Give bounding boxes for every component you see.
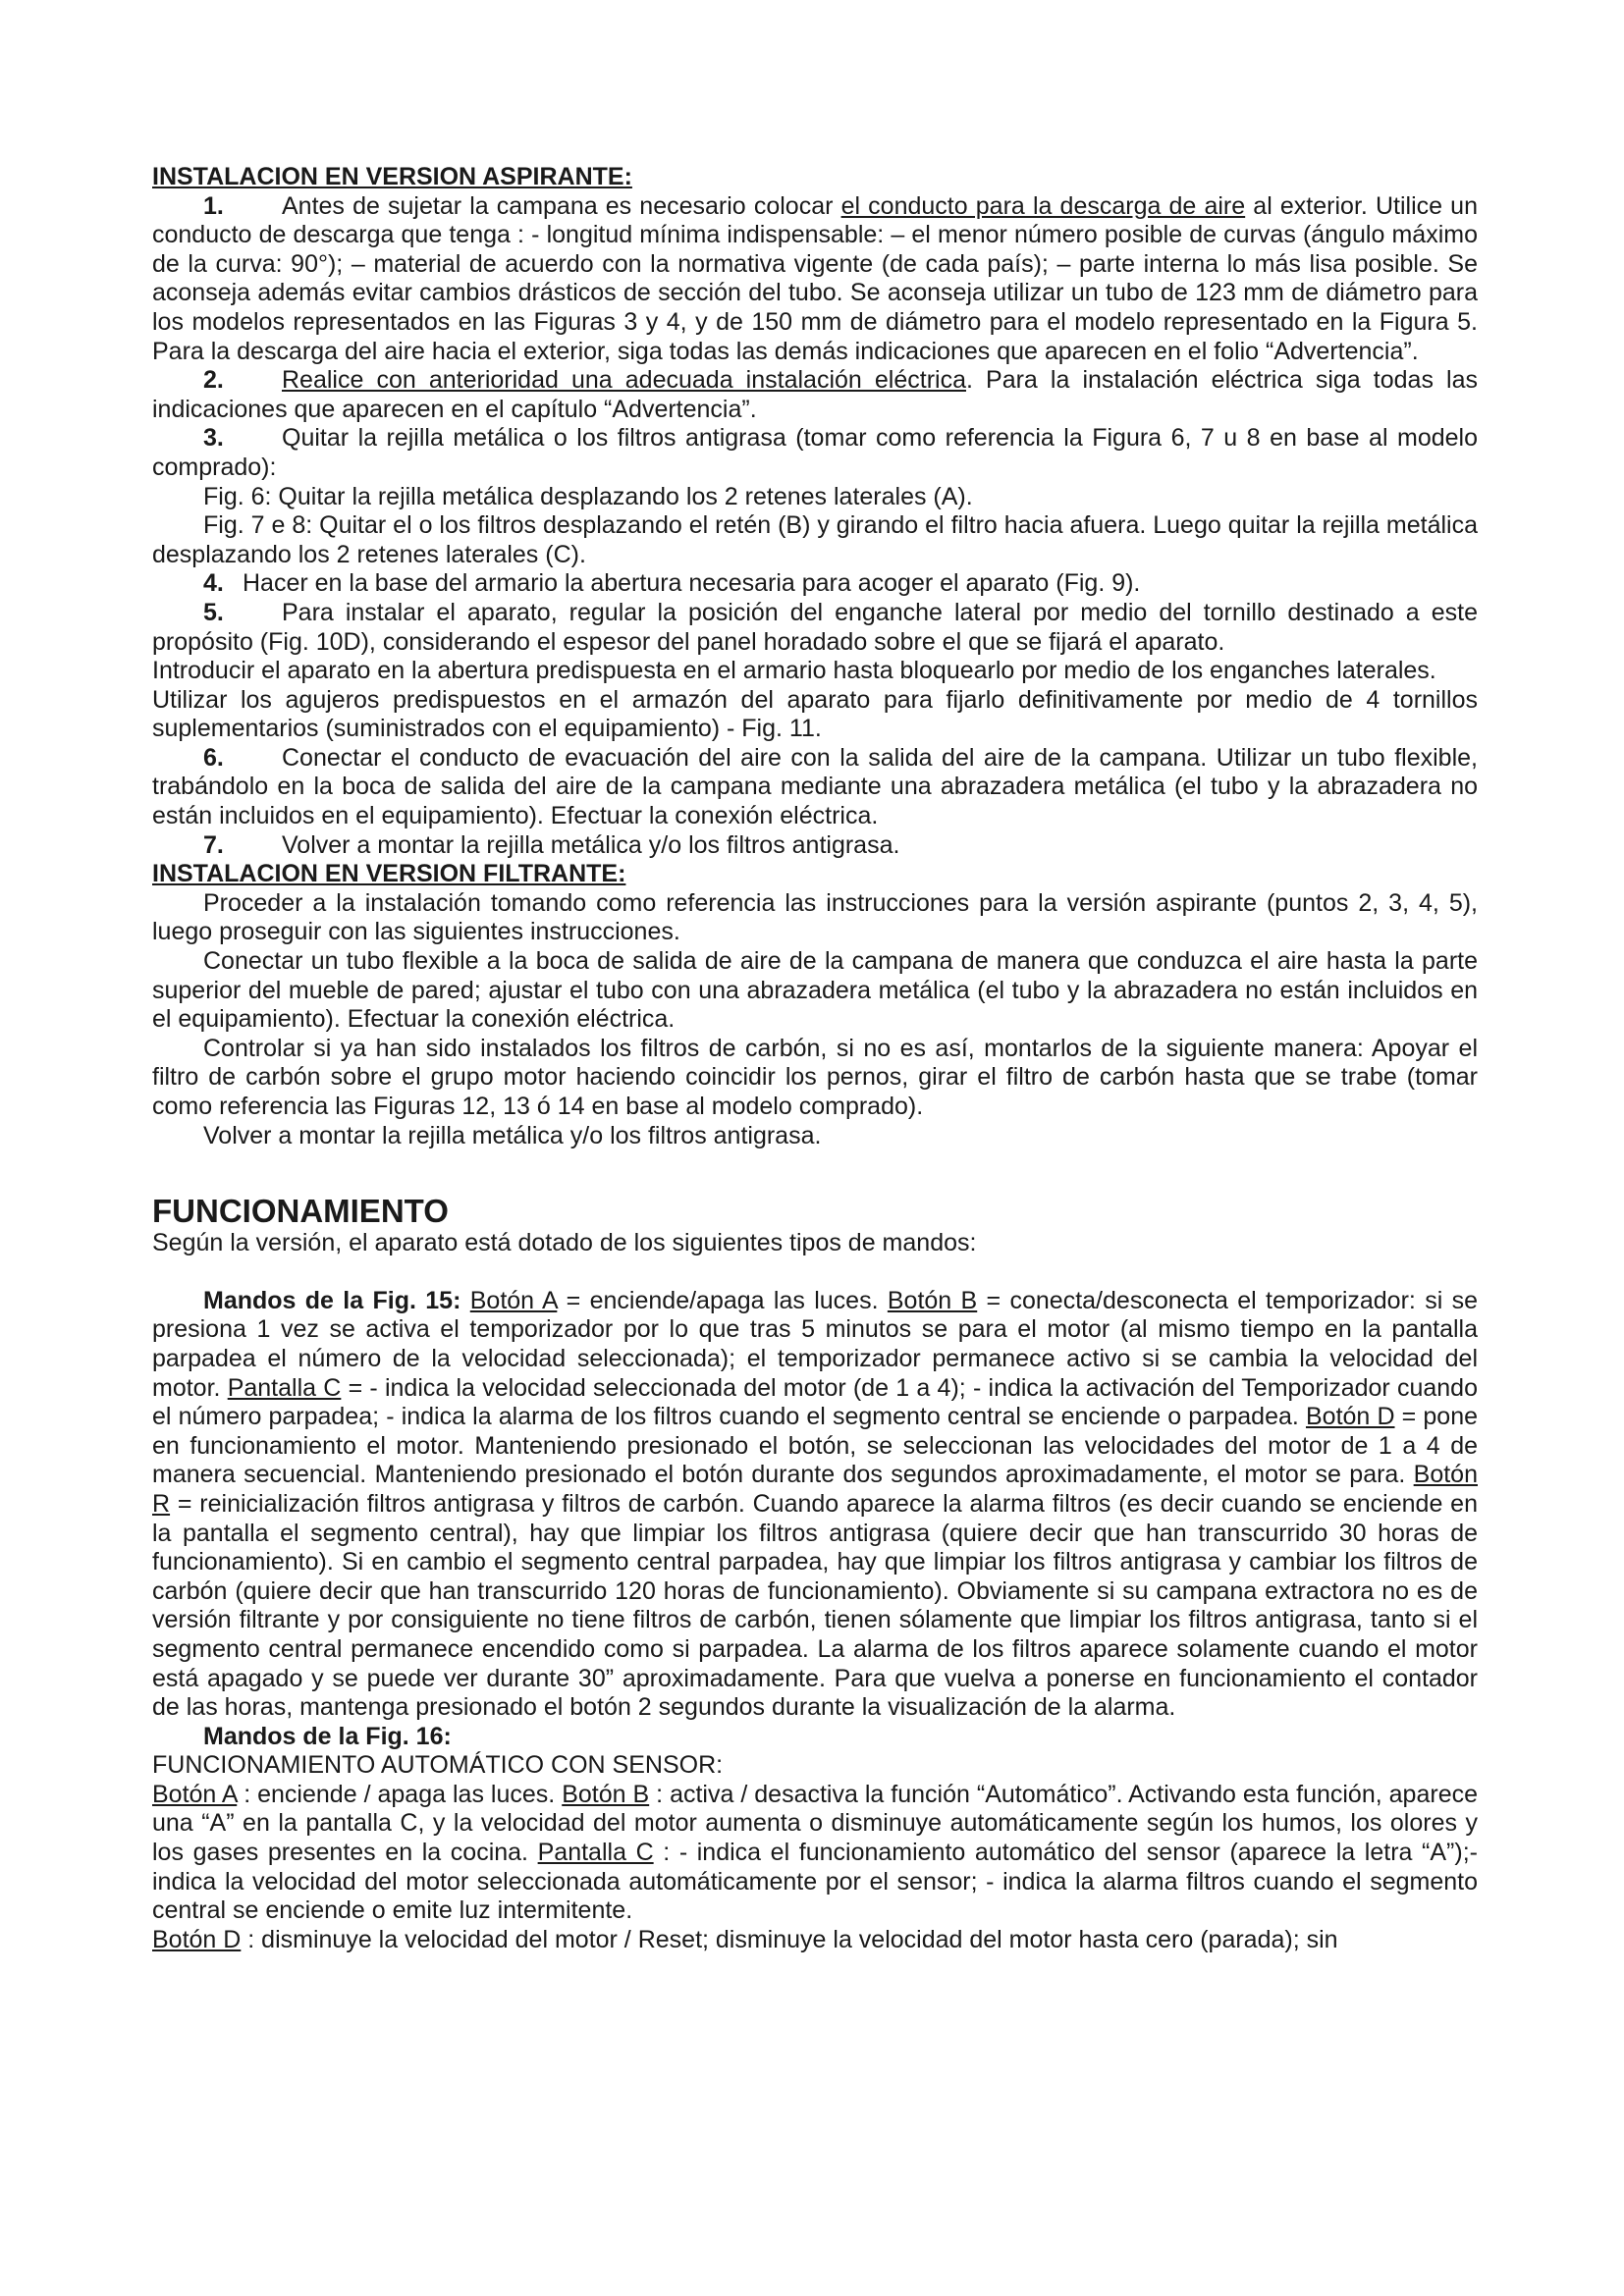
step-3-fig6: Fig. 6: Quitar la rejilla metálica desplazando los 2 retenes laterales (A). <box>203 482 973 510</box>
step-5: 5. Para instalar el aparato, regular la posición del enganche lateral por medio del tornillo destinado a este propósito (Fig. 10D), considerando el espesor del panel horadado sobre el que se fijará el aparato. <box>152 598 1478 656</box>
boton-b-label: Botón B <box>887 1286 978 1314</box>
boton-a-label: Botón A <box>469 1286 558 1314</box>
fig16-controls: Botón A : enciende / apaga las luces. Botón B : activa / desactiva la función “Automático”. Activando esta función, aparece una “A” en la pantalla C, y la velocidad del motor aumenta o disminuye automáticamente según los humos, los olores y los gases presentes en la cocina. Pantalla C : - indica el funcionamiento automático del sensor (aparece la letra “A”);- indica la velocidad del motor seleccionada automáticamente por el sensor; - indica la alarma filtros cuando el segmento central se enciende o emite luz intermitente. <box>152 1780 1478 1925</box>
step-3: 3. Quitar la rejilla metálica o los filtros antigrasa (tomar como referencia la Figura 6, 7 u 8 en base al modelo comprado): <box>152 424 1478 481</box>
step-number: 7. <box>203 830 224 859</box>
section-heading-filtrante: INSTALACION EN VERSION FILTRANTE: <box>152 860 626 888</box>
filtrante-paragraph-1: Proceder a la instalación tomando como referencia las instrucciones para la versión aspirante (puntos 2, 3, 4, 5), luego proseguir con las siguientes instrucciones. <box>152 888 1478 946</box>
funcionamiento-title: FUNCIONAMIENTO <box>152 1193 449 1230</box>
step-number: 2. <box>203 366 224 395</box>
fig15-label: Mandos de la Fig. 15: <box>203 1286 461 1314</box>
step-2: 2. Realice con anterioridad una adecuada instalación eléctrica. Para la instalación eléctrica siga todas las indicaciones que aparecen en el capítulo “Advertencia”. <box>152 366 1478 423</box>
step-6: 6. Conectar el conducto de evacuación del aire con la salida del aire de la campana. Utilizar un tubo flexible, trabándolo en la boca de salida del aire de la campana mediante una abrazadera metálica (el tubo y la abrazadera no están incluidos en el equipamiento). Efectuar la conexión eléctrica. <box>152 743 1478 830</box>
boton-a-label: Botón A <box>152 1780 238 1808</box>
funcionamiento-intro: Según la versión, el aparato está dotado de los siguientes tipos de mandos: <box>152 1229 977 1257</box>
pantalla-c-label: Pantalla C <box>537 1839 654 1867</box>
step-number: 5. <box>203 598 224 626</box>
step-number: 1. <box>203 191 224 220</box>
filtrante-paragraph-3: Controlar si ya han sido instalados los filtros de carbón, si no es así, montarlos de la siguiente manera: Apoyar el filtro de carbón sobre el grupo motor haciendo coincidir los pernos, girar el filtro de carbón hasta que se trabe (tomar como referencia las Figuras 12, 13 ó 14 en base al modelo comprado). <box>152 1034 1478 1120</box>
boton-d-label: Botón D <box>1305 1403 1395 1431</box>
document-page <box>152 163 1478 1954</box>
step-5-paragraph-3: Utilizar los agujeros predispuestos en el armazón del aparato para fijarlo definitivamente por medio de 4 tornillos suplementarios (suministrados con el equipamiento) - Fig. 11. <box>152 685 1478 743</box>
section-heading-aspirante: INSTALACION EN VERSION ASPIRANTE: <box>152 163 632 190</box>
step-1: 1. Antes de sujetar la campana es necesario colocar el conducto para la descarga de aire al exterior. Utilice un conducto de descarga que tenga : - longitud mínima indispensable: – el menor número posible de curvas (ángulo máximo de la curva: 90°); – material de acuerdo con la normativa vigente (de cada país); – parte interna lo más lisa posible. Se aconseja además evitar cambios drásticos de sección del tubo. Se aconseja utilizar un tubo de 123 mm de diámetro para los modelos representados en las Figuras 3 y 4, y de 150 mm de diámetro para el modelo representado en la Figura 5. Para la descarga del aire hacia el exterior, siga todas las demás indicaciones que aparecen en el folio “Advertencia”. <box>152 191 1478 365</box>
step-number: 3. <box>203 424 224 453</box>
boton-d-label: Botón D <box>152 1925 242 1953</box>
pantalla-c-label: Pantalla C <box>227 1373 342 1402</box>
step-5-paragraph-2: Introducir el aparato en la abertura predispuesta en el armario hasta bloquearlo por medio de los enganches laterales. <box>152 657 1436 685</box>
fig15-controls: Mandos de la Fig. 15: Botón A = enciende/apaga las luces. Botón B = conecta/desconecta el temporizador: si se presiona 1 vez se activa el temporizador por lo que tras 5 minutos se para el motor (al mismo tiempo en la pantalla parpadea el número de la velocidad seleccionada); el temporizador permanece activo si se cambia la velocidad del motor. Pantalla C = - indica la velocidad seleccionada del motor (de 1 a 4); - indica la activación del Temporizador cuando el número parpadea; - indica la alarma de los filtros cuando el segmento central se enciende o parpadea. Botón D = pone en funcionamiento el motor. Manteniendo presionado el botón, se seleccionan las velocidades del motor de 1 a 4 de manera secuencial. Manteniendo presionado el botón durante dos segundos aproximadamente, el motor se para. Botón R = reinicialización filtros antigrasa y filtros de carbón. Cuando aparece la alarma filtros (es decir cuando se enciende en la pantalla el segmento central), hay que limpiar los filtros antigrasa (quiere decir que han transcurrido 30 horas de funcionamiento). Si en cambio el segmento central parpadea, hay que limpiar los filtros antigrasa y cambiar los filtros de carbón (quiere decir que han transcurrido 120 horas de funcionamiento). Obviamente si su campana extractora no es de versión filtrante y por consiguiente no tiene filtros de carbón, tienen sólamente que limpiar los filtros antigrasa, tanto si el segmento central permanece encendido como si parpadea. La alarma de los filtros aparece solamente cuando el motor está apagado y se puede ver durante 30” aproximadamente. Para que vuelva a ponerse en funcionamiento el contador de las horas, mantenga presionado el botón 2 segundos durante la visualización de la alarma. <box>152 1286 1479 1722</box>
boton-b-label: Botón B <box>562 1780 650 1808</box>
fig16-label: Mandos de la Fig. 16: <box>203 1722 452 1750</box>
step-3-fig7-8: Fig. 7 e 8: Quitar el o los filtros desplazando el retén (B) y girando el filtro hacia afuera. Luego quitar la rejilla metálica desplazando los 2 retenes laterales (C). <box>152 511 1478 568</box>
fig16-boton-d: Botón D : disminuye la velocidad del motor / Reset; disminuye la velocidad del motor hasta cero (parada); sin <box>152 1925 1338 1953</box>
underlined-phrase: el conducto para la descarga de aire <box>840 191 1246 220</box>
step-7: 7. Volver a montar la rejilla metálica y/o los filtros antigrasa. <box>203 830 900 859</box>
boton-r-label: Botón R <box>152 1461 1478 1518</box>
filtrante-paragraph-4: Volver a montar la rejilla metálica y/o los filtros antigrasa. <box>203 1121 822 1149</box>
step-number: 6. <box>203 743 224 772</box>
step-number: 4. <box>203 569 224 598</box>
underlined-phrase: Realice con anterioridad una adecuada instalación eléctrica <box>282 366 966 395</box>
filtrante-paragraph-2: Conectar un tubo flexible a la boca de salida de aire de la campana de manera que conduzca el aire hasta la parte superior del mueble de pared; ajustar el tubo con una abrazadera metálica (el tubo y la abrazadera no están incluidos en el equipamiento). Efectuar la conexión eléctrica. <box>152 947 1478 1034</box>
fig16-subtitle: FUNCIONAMIENTO AUTOMÁTICO CON SENSOR: <box>152 1751 724 1780</box>
step-4: 4. Hacer en la base del armario la abertura necesaria para acoger el aparato (Fig. 9). <box>203 569 1141 598</box>
